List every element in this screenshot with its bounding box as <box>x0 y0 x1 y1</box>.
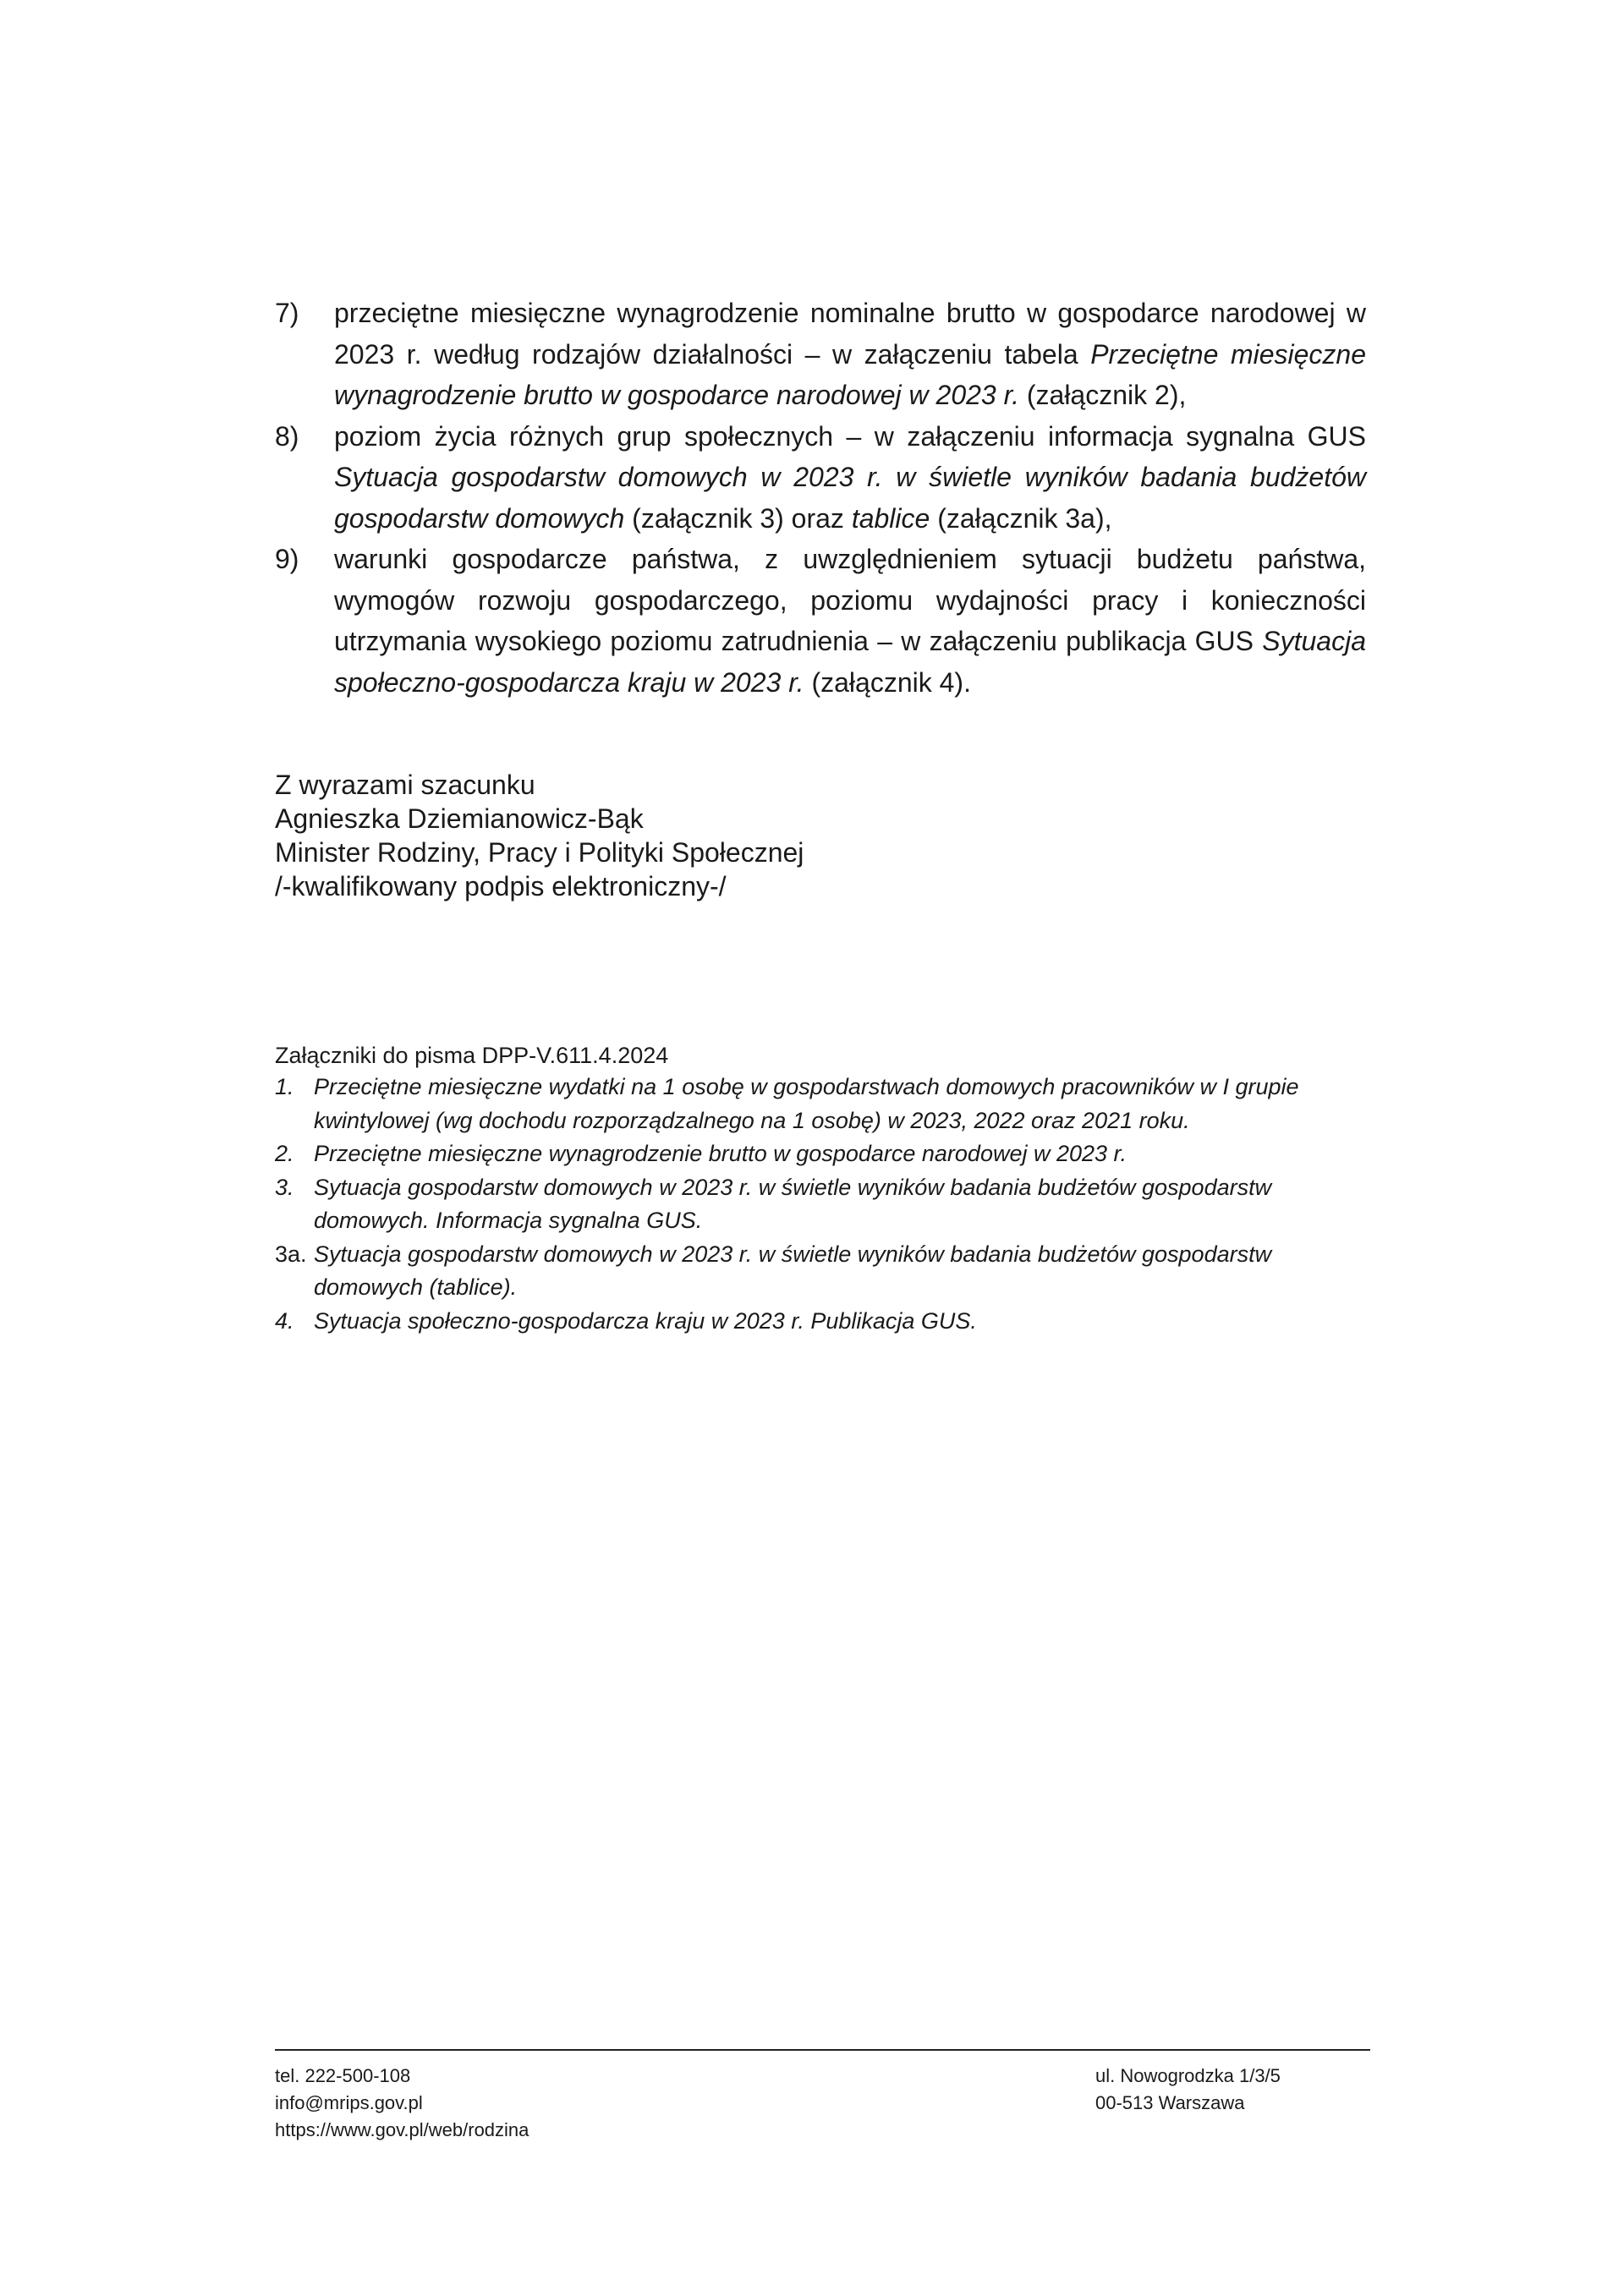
document-title: Sytuacja gospodarstw domowych w 2023 r. w świetle wyników badania budżetów gospodarstw domowych <box>334 462 1366 534</box>
signatory-name: Agnieszka Dziemianowicz-Bąk <box>275 803 644 834</box>
list-number: 7) <box>275 298 299 328</box>
signatory-position: Minister Rodziny, Pracy i Polityki Społecznej <box>275 837 804 868</box>
attachments-title: Załączniki do pisma DPP-V.611.4.2024 <box>275 1043 669 1068</box>
attachment-text: Przeciętne miesięczne wynagrodzenie brutto w gospodarce narodowej w 2023 r. <box>314 1141 1127 1166</box>
attachment-item <box>275 1238 1358 1305</box>
footer-email[interactable]: info@mrips.gov.pl <box>275 2092 423 2113</box>
attachment-number: 2. <box>275 1141 294 1166</box>
list-number: 8) <box>275 420 299 452</box>
attachment-item <box>275 1305 1358 1339</box>
footer-website[interactable]: https://www.gov.pl/web/rodzina <box>275 2119 529 2140</box>
footer-address <box>1095 2063 1281 2117</box>
attachment-item <box>275 1171 1358 1238</box>
attachment-text: Przeciętne miesięczne wydatki na 1 osobę w gospodarstwach domowych pracowników w I grupie kwintylowej (wg dochodu rozporządzalnego na 1 osobę) w 2023, 2022 oraz 2021 roku. <box>314 1074 1299 1133</box>
attachment-item <box>275 1137 1358 1171</box>
closing-block <box>275 768 804 903</box>
attachments-list <box>275 1071 1358 1338</box>
list-item: 8) poziom życia różnych grup społecznych – w załączeniu informacja sygnalna GUS Sytuacja gospodarstw domowych w 2023 r. w świetle wyników badania budżetów gospodarstw domowych (załącznik 3) oraz tablice (załącznik 3a), <box>275 416 1366 540</box>
attachment-text: Sytuacja gospodarstw domowych w 2023 r. w świetle wyników badania budżetów gospodarstw domowych (tablice). <box>314 1241 1272 1300</box>
list-item: 7) przeciętne miesięczne wynagrodzenie nominalne brutto w gospodarce narodowej w 2023 r. według rodzajów działalności – w załączeniu tabela Przeciętne miesięczne wynagrodzenie brutto w gospodarce narodowej w 2023 r. (załącznik 2), <box>275 293 1366 416</box>
footer-city: 00-513 Warszawa <box>1095 2092 1245 2113</box>
list-item: 9) warunki gospodarcze państwa, z uwzględnieniem sytuacji budżetu państwa, wymogów rozwoju gospodarczego, poziomu wydajności pracy i konieczności utrzymania wysokiego poziomu zatrudnienia – w załączeniu publikacja GUS Sytuacja społeczno-gospodarcza kraju w 2023 r. (załącznik 4). <box>275 539 1366 703</box>
attachment-number: 3. <box>275 1174 294 1200</box>
list-number: 9) <box>275 544 299 574</box>
attachment-number: 3a. <box>275 1241 307 1267</box>
footer-street: ul. Nowogrodzka 1/3/5 <box>1095 2065 1281 2086</box>
obligations-list <box>275 293 1366 703</box>
attachment-number: 1. <box>275 1074 294 1099</box>
attachment-item <box>275 1071 1358 1137</box>
footer-contact <box>275 2063 529 2144</box>
signature-note: /-kwalifikowany podpis elektroniczny-/ <box>275 871 727 901</box>
attachment-text: Sytuacja gospodarstw domowych w 2023 r. w świetle wyników badania budżetów gospodarstw domowych. Informacja sygnalna GUS. <box>314 1174 1272 1233</box>
attachment-number: 4. <box>275 1307 294 1334</box>
document-title: Sytuacja społeczno-gospodarcza kraju w 2023 r. <box>334 626 1366 698</box>
document-title: Przeciętne miesięczne wynagrodzenie brutto w gospodarce narodowej w 2023 r. <box>334 338 1367 410</box>
greeting: Z wyrazami szacunku <box>275 770 535 800</box>
document-title: tablice <box>851 502 930 534</box>
attachment-text: Sytuacja społeczno-gospodarcza kraju w 2023 r. Publikacja GUS. <box>314 1307 977 1334</box>
footer-divider <box>275 2049 1370 2051</box>
footer-phone: tel. 222-500-108 <box>275 2065 411 2086</box>
